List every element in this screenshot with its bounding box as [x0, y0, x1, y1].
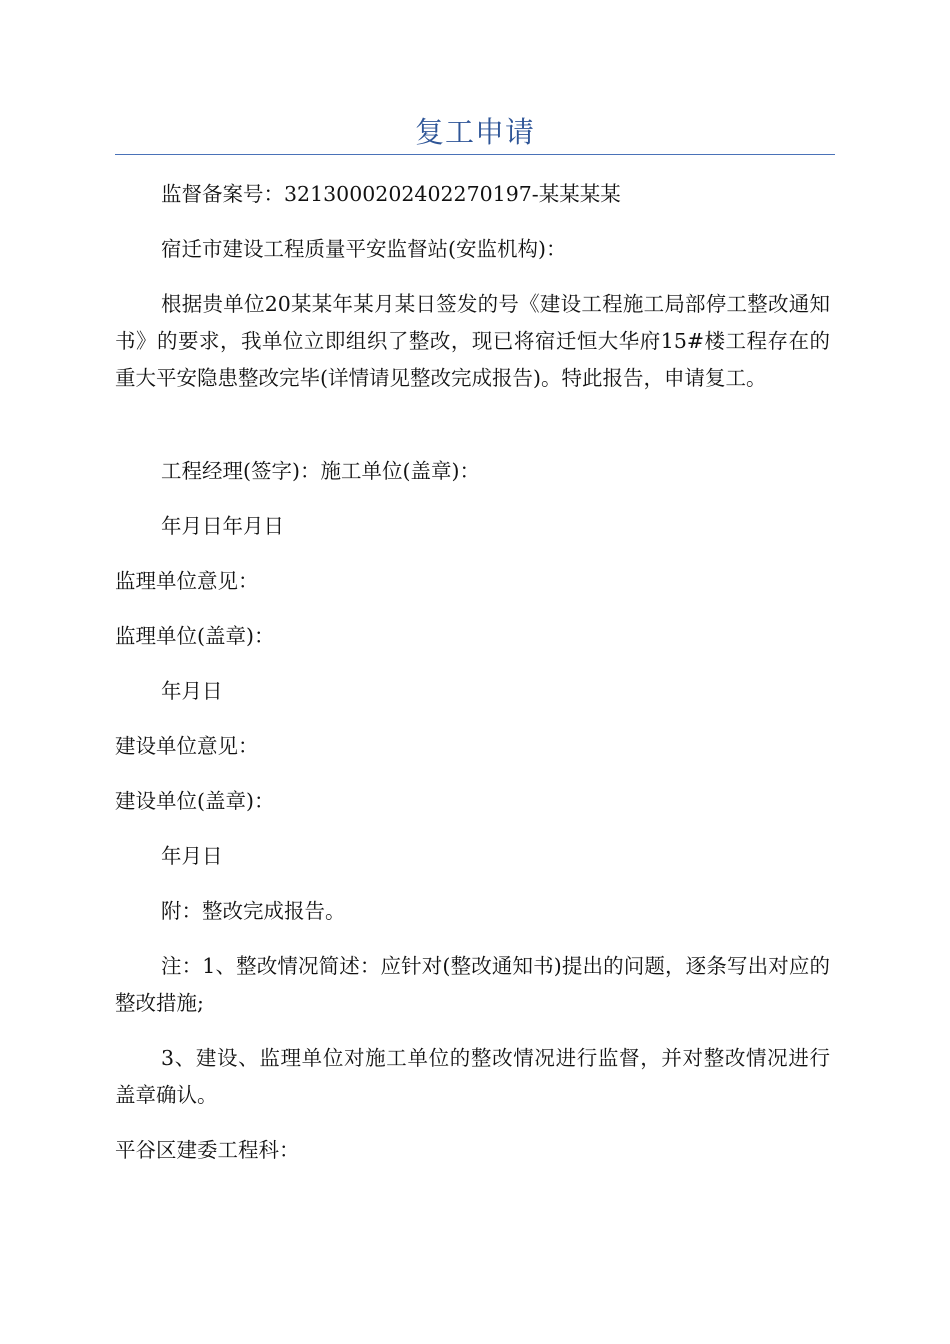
- addressee: 宿迁市建设工程质量平安监督站(安监机构)：: [161, 237, 567, 261]
- note-item-3: 3、建设、监理单位对施工单位的整改情况进行监督，并对整改情况进行盖章确认。: [115, 1046, 830, 1107]
- filing-number: 监督备案号：3213000202402270197-某某某某: [161, 182, 621, 206]
- owner-seal-label: 建设单位(盖章)：: [115, 789, 275, 813]
- note-item-1: 注：1、整改情况简述：应针对(整改通知书)提出的问题，逐条写出对应的整改措施;: [115, 954, 830, 1015]
- document-title: 复工申请: [414, 115, 535, 149]
- supervisor-seal-label: 监理单位(盖章)：: [115, 624, 275, 648]
- owner-date-line: 年月日: [161, 844, 223, 868]
- supervisor-date-line: 年月日: [161, 679, 223, 703]
- final-addressee: 平谷区建委工程科：: [115, 1138, 300, 1162]
- title-underline: [115, 154, 835, 155]
- owner-opinion-label: 建设单位意见：: [115, 734, 259, 758]
- attachment-note: 附：整改完成报告。: [161, 899, 346, 923]
- body-paragraph: 根据贵单位20某某年某月某日签发的号《建设工程施工局部停工整改通知书》的要求，我单位立即组织了整改，现已将宿迁恒大华府15#楼工程存在的重大平安隐患整改完毕(详情请见整改完成报告)。特此报告，申请复工。: [115, 292, 830, 390]
- contractor-signature-line: 工程经理(签字)：施工单位(盖章)：: [161, 459, 480, 483]
- contractor-date-line: 年月日年月日: [161, 514, 284, 538]
- supervisor-opinion-label: 监理单位意见：: [115, 569, 259, 593]
